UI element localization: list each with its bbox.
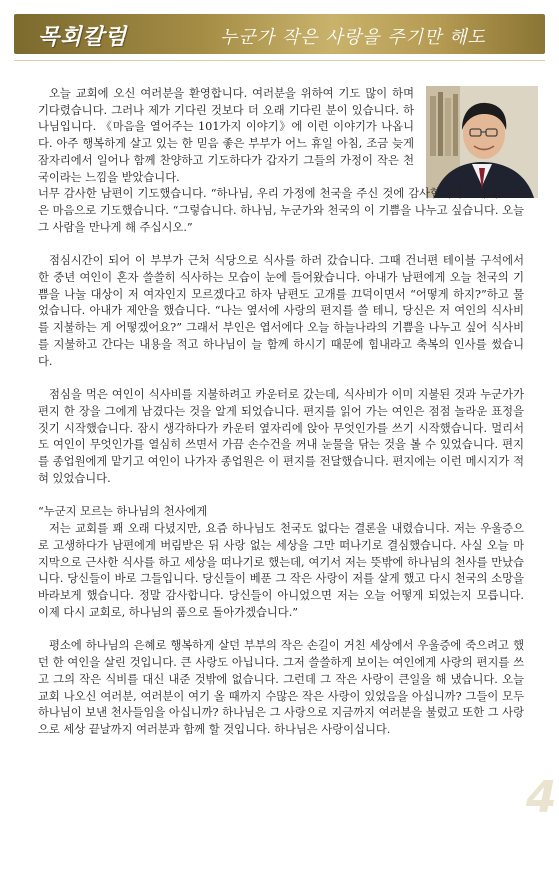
letter-body: 저는 교회를 꽤 오래 다녔지만, 요즘 하나님도 천국도 없다는 결론을 내렸습니다. 저는 우울증으로 고생하다가 남편에게 버림받은 뒤 사랑 없는 세상을 그만 떠나기로 결심했습니다. 사실 오늘 마지막으로 근사한 식사를 하고 세상을 떠나기로 했는데, 여기서 저는 뜻밖에 하나님의 천사를 만났습니다. 당신들이 바로 그들입니다. 당신들이 베푼 그 작은 사랑이 저를 살게 했고 다시 천국의 소망을 바라보게 했습니다. 정말 감사합니다. 당신들이 아니었으면 저는 오늘 어떻게 되었는지 모릅니다. 이제 다시 교회로, 하나님의 품으로 돌아가겠습니다.” (38, 522, 524, 619)
paragraph-lunch: 점심시간이 되어 이 부부가 근처 식당으로 식사를 하러 갔습니다. 그때 건너편 테이블 구석에서 한 중년 여인이 혼자 쓸쓸히 식사하는 모습이 눈에 들어왔습니다. 아내가 남편에게 오늘 천국의 기쁨을 나눌 대상이 저 여자인지 모르겠다고 하자 남편도 고개를 끄덕이면서 “어떻게 하지?”하고 물었습니다. 아내가 제안을 했습니다. “나는 옆서에 사랑의 편지를 쓸 테니, 당신은 저 여인의 식사비를 지불하는 게 어떻겠어요?” 그래서 부인은 엽서에다 오늘 하늘나라의 기쁨을 나누고 싶어 식사비를 지불하고 간다는 내용을 적고 하나님이 늘 함께 하시기 때문에 힘내라고 축복의 인사를 썼습니다. (38, 254, 524, 368)
page-number: 4 (526, 772, 557, 823)
paragraph-intro: 오늘 교회에 오신 여러분을 환영합니다. 여러분을 위하여 기도 많이 하며 기다렸습니다. 그러나 제가 기다린 것보다 더 오래 기다린 분이 있습니다. 하나님입니다. 《마음을 열어주는 101가지 이야기》에 이런 이야기가 나옵니다. 아주 행복하게 살고 있는 한 믿음 좋은 부부가 어느 휴일 아침, 조금 늦게 잠자리에서 일어나 함께 찬양하고 기도하다가 갑자기 그들의 가정이 작은 천국이라는 느낌을 받았습니다. (38, 87, 414, 184)
letter-salutation: “누군지 모르는 하나님의 천사에게 (38, 505, 208, 519)
paragraph-letter: 점심을 먹은 여인이 식사비를 지불하려고 카운터로 갔는데, 식사비가 이미 지불된 것과 누군가가 편지 한 장을 그에게 남겼다는 것을 알게 되었습니다. 편지를 읽어 가는 여인은 점점 놀라운 표정을 짓기 시작했습니다. 잠시 생각하다가 카운터 옆자리에 앉아 무엇인가를 쓰기 시작했습니다. 멀리서도 여인이 무엇인가를 열심히 쓰면서 가끔 손수건을 꺼내 눈물을 닦는 것을 볼 수 있었습니다. 편지를 종업원에게 맡기고 여인이 나가자 종업원은 이 편지를 전달했습니다. 편지에는 이런 메시지가 적혀 있었습니다. (38, 388, 524, 485)
column-header-banner (14, 14, 545, 54)
paragraph-prayer: 너무 감사한 남편이 기도했습니다. “하나님, 우리 가정에 천국을 주신 것에 감사합니다.” 아내도 같은 마음으로 기도했습니다. “그렇습니다. 하나님, 누군가와 천국의 이 기쁨을 나누고 싶습니다. 오늘 그 사람을 만나게 해 주십시오.” (38, 187, 524, 234)
column-body (38, 86, 524, 739)
header-divider (14, 60, 545, 61)
paragraph-letter-quote (38, 504, 524, 621)
paragraph-conclusion: 평소에 하나님의 은혜로 행복하게 살던 부부의 작은 손길이 거친 세상에서 우울증에 죽으려고 했던 한 여인을 살린 것입니다. 큰 사랑도 아닙니다. 그저 쓸쓸하게 보이는 여인에게 사랑의 편지를 쓰고 그의 작은 식비를 대신 내준 것밖에 없습니다. 그런데 그 작은 사랑이 큰일을 해 냈습니다. 오늘 교회 나오신 여러분, 여러분이 여기 올 때까지 수많은 작은 사랑이 있었음을 아십니까? 그들이 모두 하나님이 보낸 천사들임을 아십니까? 하나님은 그 사랑으로 지금까지 여러분을 불렀고 또한 그 사랑으로 세상 끝날까지 여러분과 함께 할 것입니다. 하나님은 사랑이십니다. (38, 639, 524, 736)
column-subtitle: 누군가 작은 사랑을 주기만 해도 (220, 27, 486, 48)
column-title: 목회칼럼 (38, 25, 128, 50)
